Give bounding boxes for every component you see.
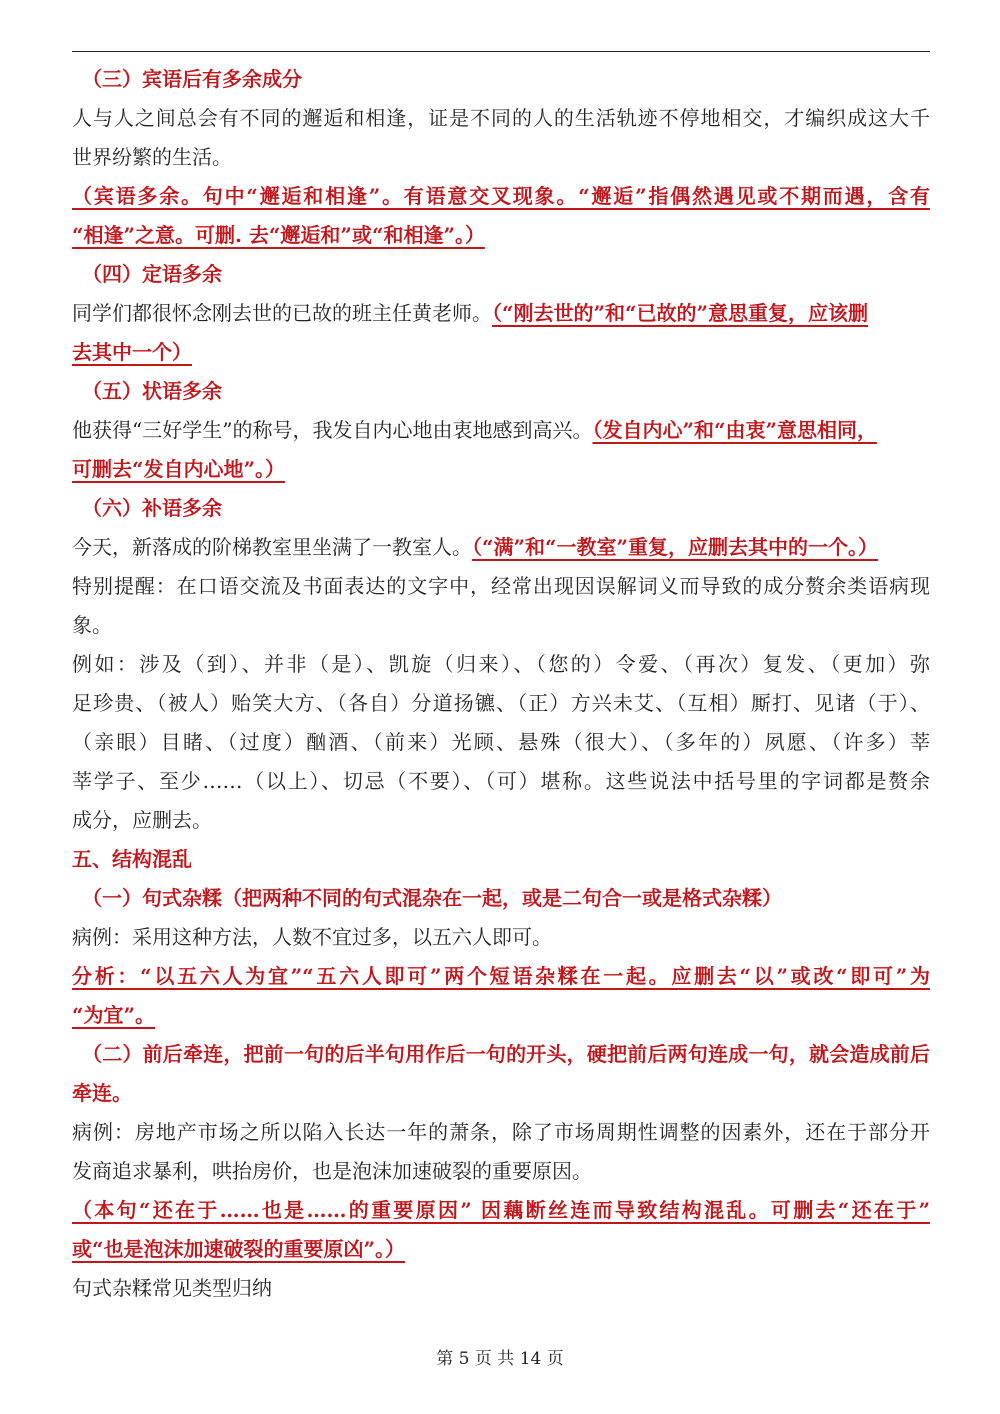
paragraph-line: [72, 411, 930, 450]
example-sentence: 同学们都很怀念刚去世的已故的班主任黄老师。: [72, 301, 492, 325]
analysis-note: （本句“还在于……也是……的重要原因” 因藕断丝连而导致结构混乱。可删去“还在于”: [72, 1198, 930, 1222]
section-title-object-redundant: （三）宾语后有多余成分: [82, 67, 302, 91]
example-sentence: 发商追求暴利，哄抬房价，也是泡沫加速破裂的重要原因。: [72, 1159, 592, 1183]
paragraph-line: [72, 294, 930, 333]
header-rule: [72, 51, 930, 52]
subsection-title-linked-sentences: 牵连。: [72, 1081, 132, 1105]
summary-line: 句式杂糅常见类型归纳: [72, 1276, 272, 1300]
paragraph-line: 人与人之间总会有不同的邂逅和相逢，证是不同的人的生活轨迹不停地相交，才编织成这大千: [72, 106, 930, 130]
example-sentence: 病例：房地产市场之所以陷入长达一年的萧条，除了市场周期性调整的因素外，还在于部分开: [72, 1120, 930, 1144]
paragraph-line: 世界纷繁的生活。: [72, 145, 232, 169]
analysis-note: 可删去“发自内心地”。）: [72, 457, 286, 481]
example-sentence: 病例：采用这种方法，人数不宜过多，以五六人即可。: [72, 925, 552, 949]
section-title-complement-redundant: （六）补语多余: [82, 496, 222, 520]
example-sentence: 今天，新落成的阶梯教室里坐满了一教室人。: [72, 535, 472, 559]
example-list-line: 足珍贵、（被人）贻笑大方、（各自）分道扬镳、（正）方兴未艾、（互相）厮打、见诸（于）、: [72, 691, 930, 715]
section-title-attributive-redundant: （四）定语多余: [82, 262, 222, 286]
example-sentence: 他获得“三好学生”的称号，我发自内心地由衷地感到高兴。: [72, 418, 593, 442]
analysis-note: （发自内心”和“由衷”意思相同，: [592, 418, 877, 442]
example-list-line: （亲眼）目睹、（过度）酗酒、（前来）光顾、悬殊（很大）、（多年的）夙愿、（许多）莘: [72, 730, 930, 754]
analysis-note: “为宜”。: [72, 1003, 156, 1027]
analysis-note: （“刚去世的”和“已故的”意思重复，应该删: [492, 301, 869, 325]
analysis-note: （“满”和“一教室”重复，应删去其中的一个。）: [472, 535, 879, 559]
example-list-line: 成分，应删去。: [72, 808, 212, 832]
paragraph-line: [72, 528, 930, 567]
section-title-adverbial-redundant: （五）状语多余: [82, 379, 222, 403]
document-page: [72, 60, 930, 1308]
analysis-note: 或“也是泡沫加速破裂的重要原凶”。）: [72, 1237, 406, 1261]
subsection-title-linked-sentences: （二）前后牵连，把前一句的后半句用作后一句的开头，硬把前后两句连成一句，就会造成前后: [82, 1042, 930, 1066]
analysis-note: “相逢”之意。可删. 去“邂逅和”或“和相逢”。）: [72, 223, 485, 247]
subsection-title-mixed-syntax: （一）句式杂糅（把两种不同的句式混杂在一起，或是二句合一或是格式杂糅）: [82, 886, 782, 910]
reminder-line: 象。: [72, 613, 112, 637]
analysis-note: （宾语多余。句中“邂逅和相逢”。有语意交叉现象。“邂逅”指偶然遇见或不期而遇，含有: [72, 184, 930, 208]
page-number: 第 5 页 共 14 页: [436, 1349, 564, 1369]
analysis-note: 分析：“以五六人为宜”“五六人即可”两个短语杂糅在一起。应删去“以”或改“即可”为: [72, 964, 930, 988]
example-list-line: 莘学子、至少……（以上）、切忌（不要）、（可）堪称。这些说法中括号里的字词都是赘余: [72, 769, 930, 793]
example-list-line: 例如：涉及（到）、并非（是）、凯旋（归来）、（您的）令爱、（再次）复发、（更加）弥: [72, 652, 930, 676]
heading-structure-confusion: 五、结构混乱: [72, 847, 192, 871]
analysis-note: 去其中一个）: [72, 340, 192, 364]
reminder-line: 特别提醒：在口语交流及书面表达的文字中，经常出现因误解词义而导致的成分赘余类语病现: [72, 574, 930, 598]
